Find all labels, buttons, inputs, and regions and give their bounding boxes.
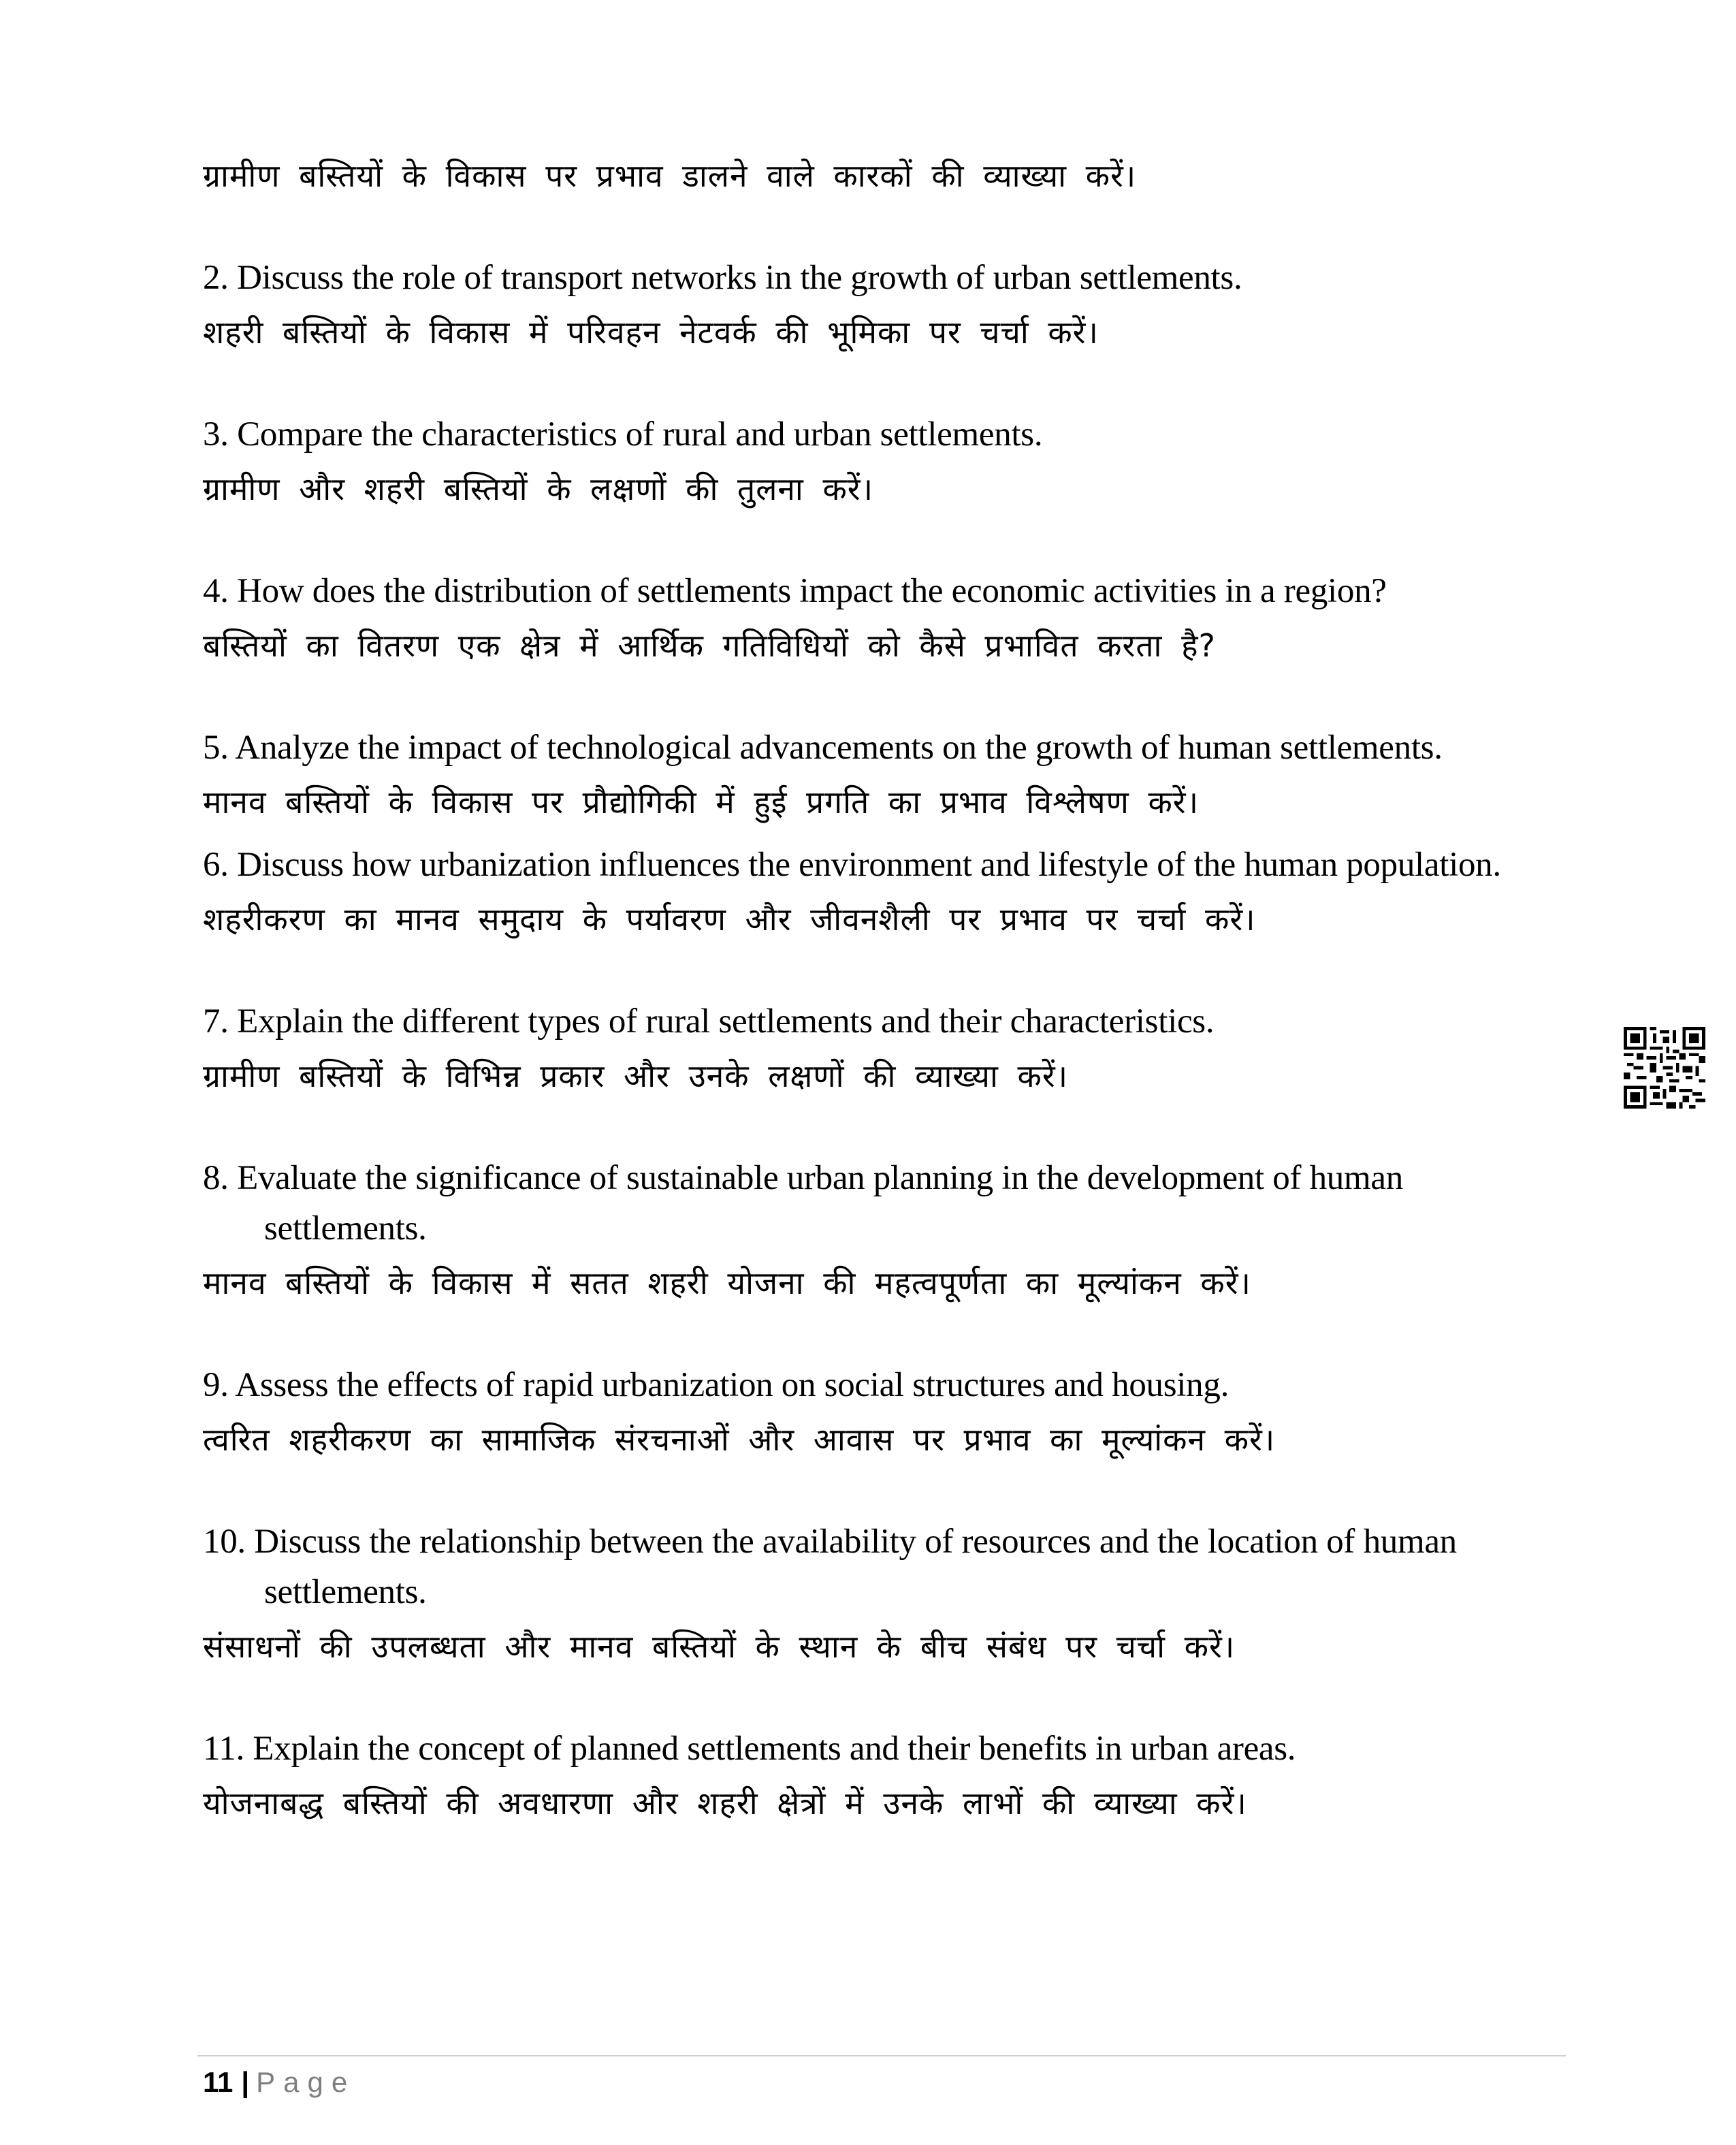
- question-english: 2. Discuss the role of transport networks in the growth of urban settlements.: [203, 259, 1242, 297]
- question-9: [203, 1360, 1551, 1469]
- question-4: [203, 566, 1551, 675]
- question-hindi: मानव बस्तियों के विकास में सतत शहरी योजना की महत्वपूर्णता का मूल्यांकन करें।: [203, 1265, 1251, 1301]
- question-english: 8. Evaluate the significance of sustainable urban planning in the development of human settlements.: [203, 1159, 1403, 1248]
- question-2: [203, 253, 1551, 362]
- question-5: [203, 722, 1551, 831]
- question-hindi: ग्रामीण बस्तियों के विभिन्न प्रकार और उनके लक्षणों की व्याख्या करें।: [203, 1058, 1069, 1094]
- question-english: 6. Discuss how urbanization influences the environment and lifestyle of the human population.: [203, 846, 1501, 884]
- question-hindi: बस्तियों का वितरण एक क्षेत्र में आर्थिक गतिविधियों को कैसे प्रभावित करता है?: [203, 627, 1216, 664]
- question-hindi: संसाधनों की उपलब्धता और मानव बस्तियों के स्थान के बीच संबंध पर चर्चा करें।: [203, 1628, 1236, 1665]
- question-hindi: ग्रामीण बस्तियों के विकास पर प्रभाव डालने वाले कारकों की व्याख्या करें।: [203, 157, 1137, 194]
- qr-code-icon: [1624, 1027, 1705, 1109]
- question-6: [203, 840, 1551, 949]
- question-hindi: मानव बस्तियों के विकास पर प्रौद्योगिकी में हुई प्रगति का प्रभाव विश्लेषण करें।: [203, 784, 1200, 821]
- question-english: 3. Compare the characteristics of rural and urban settlements.: [203, 415, 1043, 454]
- question-hindi: शहरीकरण का मानव समुदाय के पर्यावरण और जीवनशैली पर प्रभाव पर चर्चा करें।: [203, 901, 1256, 938]
- question-english: 9. Assess the effects of rapid urbanization on social structures and housing.: [203, 1366, 1229, 1404]
- question-list: [203, 146, 1551, 1880]
- question-english: 10. Discuss the relationship between the availability of resources and the location of human settlements.: [203, 1523, 1457, 1611]
- question-11: [203, 1723, 1551, 1832]
- footer-separator: |: [241, 2066, 250, 2098]
- question-hindi: शहरी बस्तियों के विकास में परिवहन नेटवर्क की भूमिका पर चर्चा करें।: [203, 314, 1099, 351]
- question-english: 5. Analyze the impact of technological advancements on the growth of human settlements.: [203, 729, 1443, 767]
- page-label: Page: [256, 2066, 356, 2098]
- question-hindi: ग्रामीण और शहरी बस्तियों के लक्षणों की तुलना करें।: [203, 471, 874, 507]
- question-hindi: त्वरित शहरीकरण का सामाजिक संरचनाओं और आवास पर प्रभाव का मूल्यांकन करें।: [203, 1421, 1276, 1458]
- question-english: 4. How does the distribution of settlements impact the economic activities in a region?: [203, 572, 1387, 610]
- question-8: [203, 1153, 1551, 1312]
- question-7: [203, 996, 1551, 1105]
- question-english: 11. Explain the concept of planned settlements and their benefits in urban areas.: [203, 1730, 1296, 1768]
- question-10: [203, 1516, 1551, 1676]
- question-1: [203, 146, 1551, 205]
- page-number: 11: [203, 2066, 234, 2098]
- question-english: 7. Explain the different types of rural settlements and their characteristics.: [203, 1002, 1215, 1040]
- question-hindi: योजनाबद्ध बस्तियों की अवधारणा और शहरी क्षेत्रों में उनके लाभों की व्याख्या करें।: [203, 1785, 1247, 1822]
- page-footer: [203, 2063, 355, 2101]
- footer-divider: [197, 2055, 1566, 2056]
- question-3: [203, 409, 1551, 518]
